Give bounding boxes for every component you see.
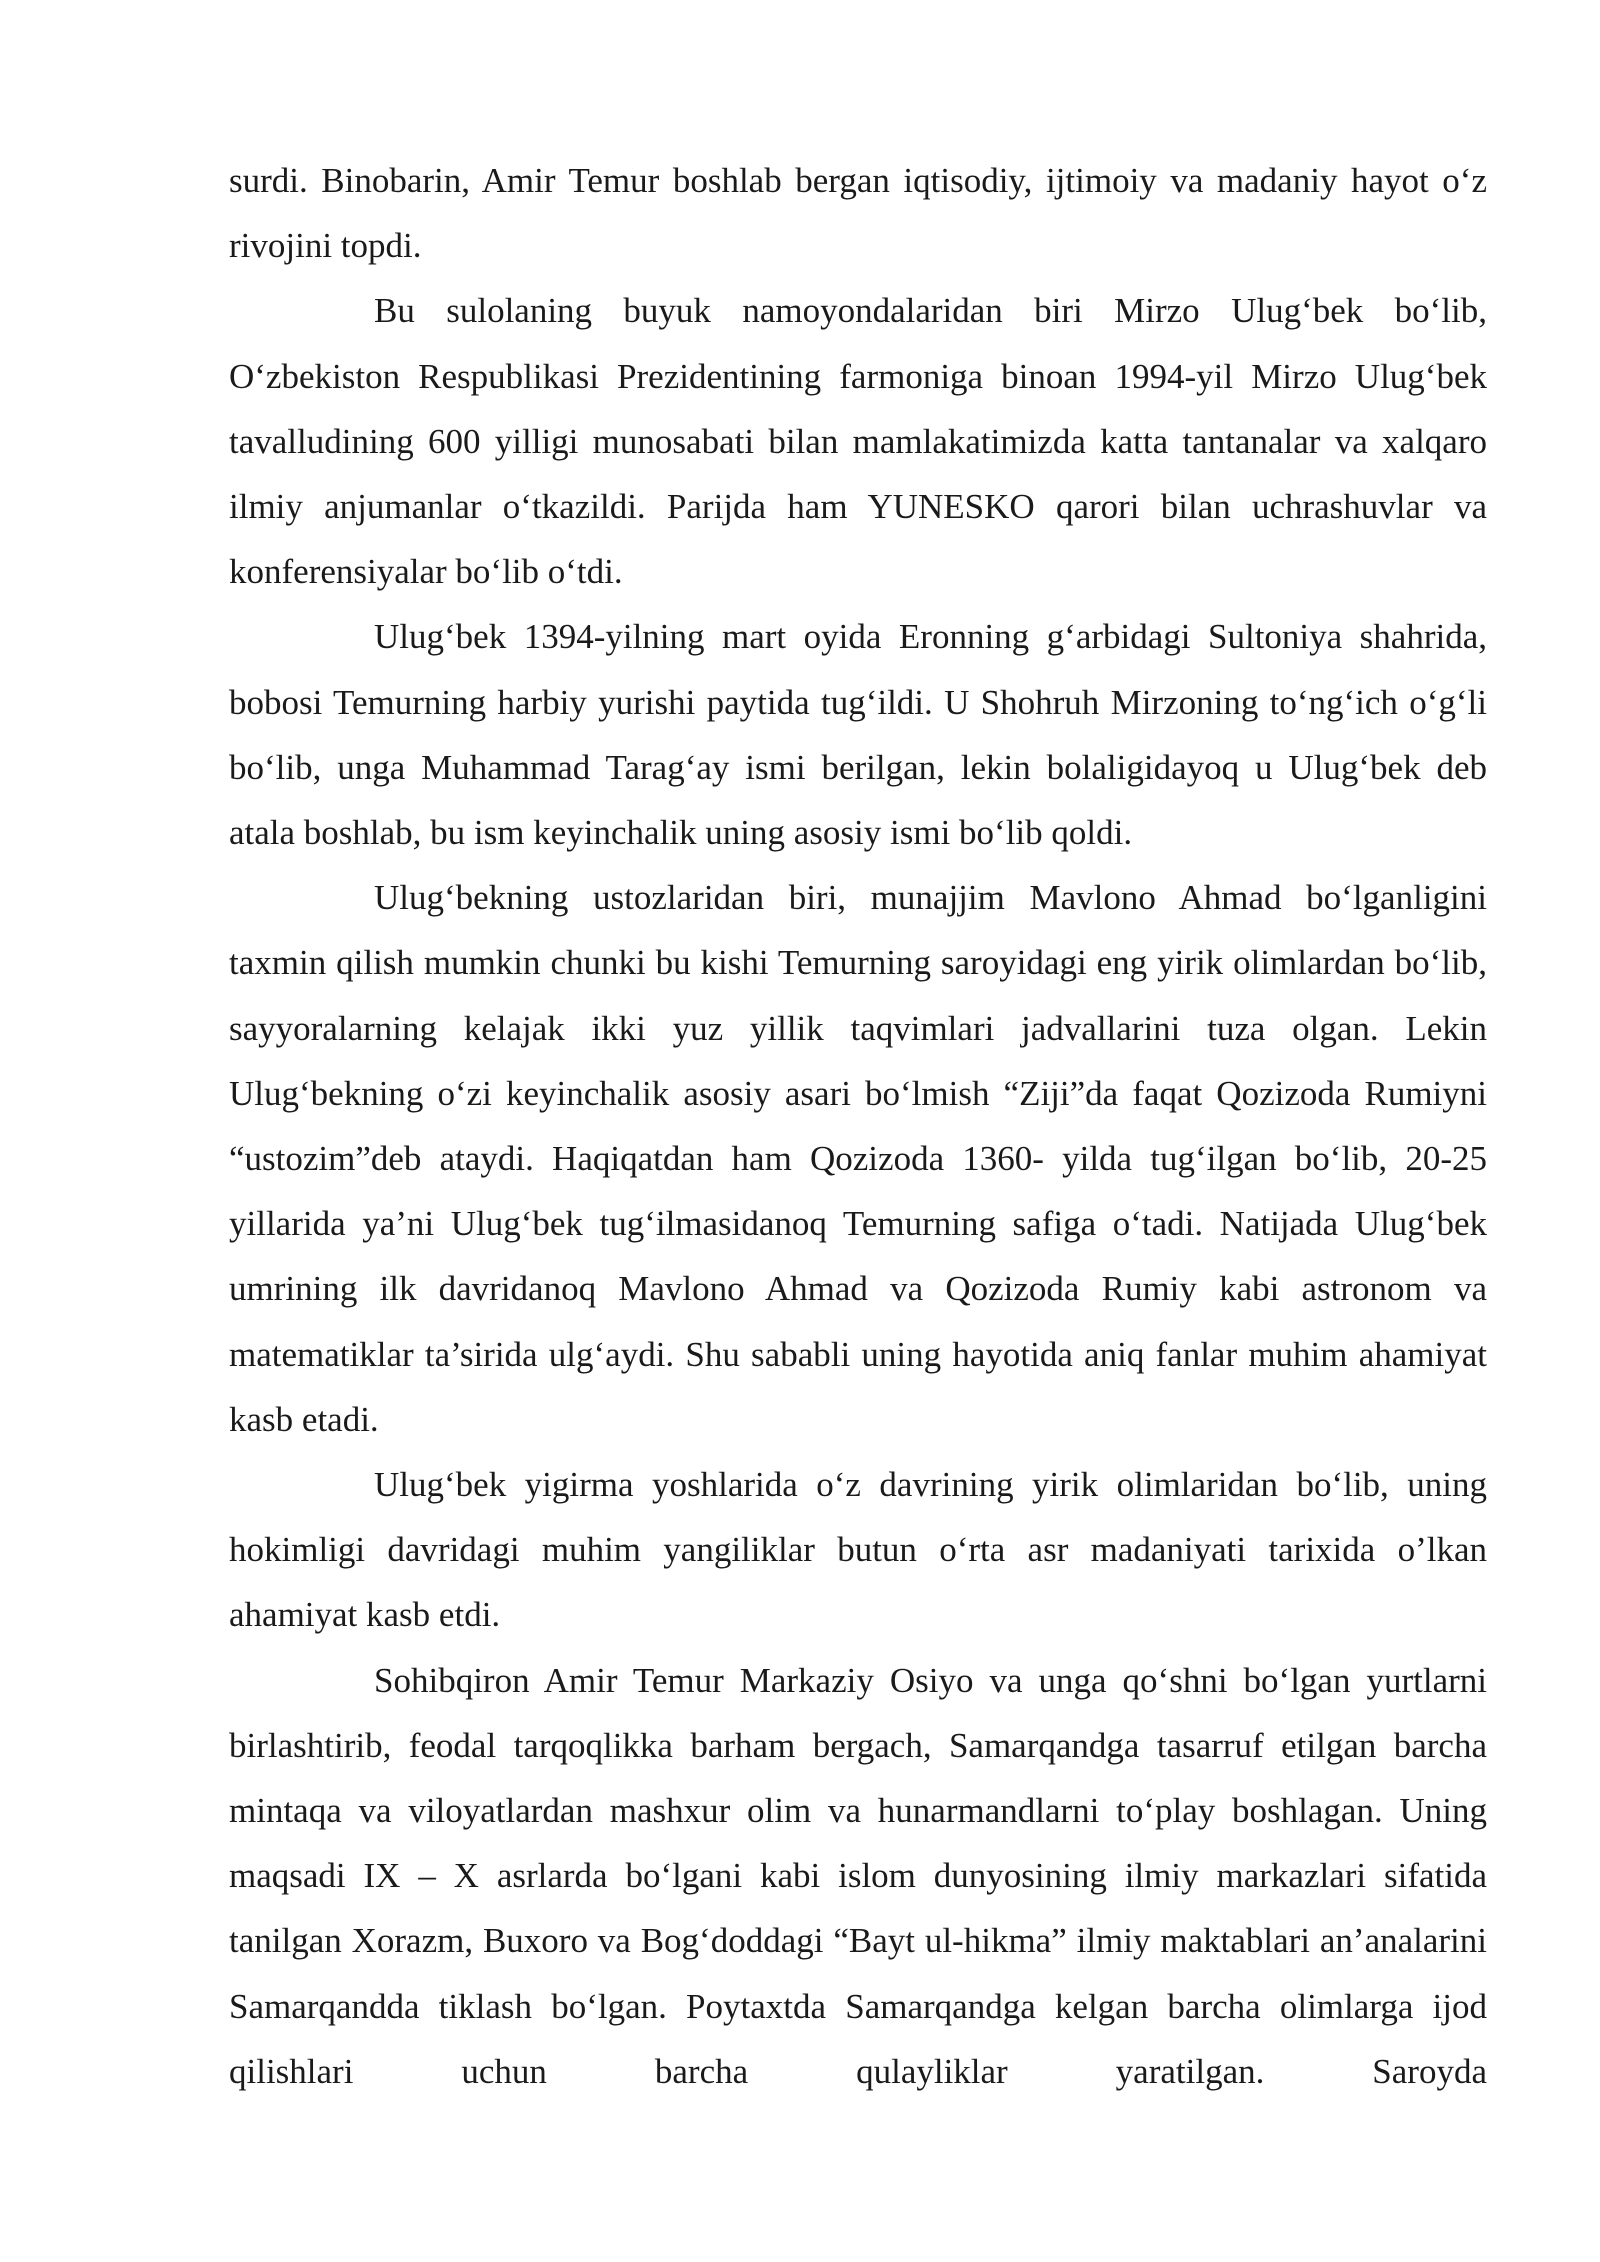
document-page — [229, 148, 1487, 2104]
paragraph-5: Ulug‘bek yigirma yoshlarida o‘z davrining yirik olimlaridan bo‘lib, uning hokimligi davridagi muhim yangiliklar butun o‘rta asr madaniyati tarixida o’lkan ahamiyat kasb etdi. — [229, 1465, 1487, 1635]
paragraph-1: surdi. Binobarin, Amir Temur boshlab bergan iqtisodiy, ijtimoiy va madaniy hayot o‘z rivojini topdi. — [229, 161, 1487, 266]
paragraph-3: Ulug‘bek 1394-yilning mart oyida Eronning g‘arbidagi Sultoniya shahrida, bobosi Temurning harbiy yurishi paytida tug‘ildi. U Shohruh Mirzoning to‘ng‘ich o‘g‘li bo‘lib, unga Muhammad Tarag‘ay ismi berilgan, lekin bolaligidayoq u Ulug‘bek deb atala boshlab, bu ism keyinchalik uning asosiy ismi bo‘lib qoldi. — [229, 617, 1487, 853]
paragraph-6: Sohibqiron Amir Temur Markaziy Osiyo va unga qo‘shni bo‘lgan yurtlarni birlashtirib, feodal tarqoqlikka barham bergach, Samarqandga tasarruf etilgan barcha mintaqa va viloyatlardan mashxur olim va hunarmandlarni to‘play boshlagan. Uning maqsadi IX – X asrlarda bo‘lgani kabi islom dunyosining ilmiy markazlari sifatida tanilgan Xorazm, Buxoro va Bog‘doddagi “Bayt ul-hikma” ilmiy maktablari an’analarini Samarqandda tiklash bo‘lgan. Poytaxtda Samarqandga kelgan barcha olimlarga ijod qilishlari uchun barcha qulayliklar yaratilgan. Saroyda — [229, 1660, 1487, 2091]
paragraph-2: Bu sulolaning buyuk namoyondalaridan biri Mirzo Ulug‘bek bo‘lib, O‘zbekiston Respublikasi Prezidentining farmoniga binoan 1994-yil Mirzo Ulug‘bek tavalludining 600 yilligi munosabati bilan mamlakatimizda katta tantanalar va xalqaro ilmiy anjumanlar o‘tkazildi. Parijda ham YUNESKO qarori bilan uchrashuvlar va konferensiyalar bo‘lib o‘tdi. — [229, 291, 1487, 592]
paragraph-4: Ulug‘bekning ustozlaridan biri, munajjim Mavlono Ahmad bo‘lganligini taxmin qilish mumkin chunki bu kishi Temurning saroyidagi eng yirik olimlardan bo‘lib, sayyoralarning kelajak ikki yuz yillik taqvimlari jadvallarini tuza olgan. Lekin Ulug‘bekning o‘zi keyinchalik asosiy asari bo‘lmish “Ziji”da faqat Qozizoda Rumiyni “ustozim”deb ataydi. Haqiqatdan ham Qozizoda 1360- yilda tug‘ilgan bo‘lib, 20-25 yillarida ya’ni Ulug‘bek tug‘ilmasidanoq Temurning safiga o‘tadi. Natijada Ulug‘bek umrining ilk davridanoq Mavlono Ahmad va Qozizoda Rumiy kabi astronom va matematiklar ta’sirida ulg‘aydi. Shu sababli uning hayotida aniq fanlar muhim ahamiyat kasb etadi. — [229, 878, 1487, 1439]
